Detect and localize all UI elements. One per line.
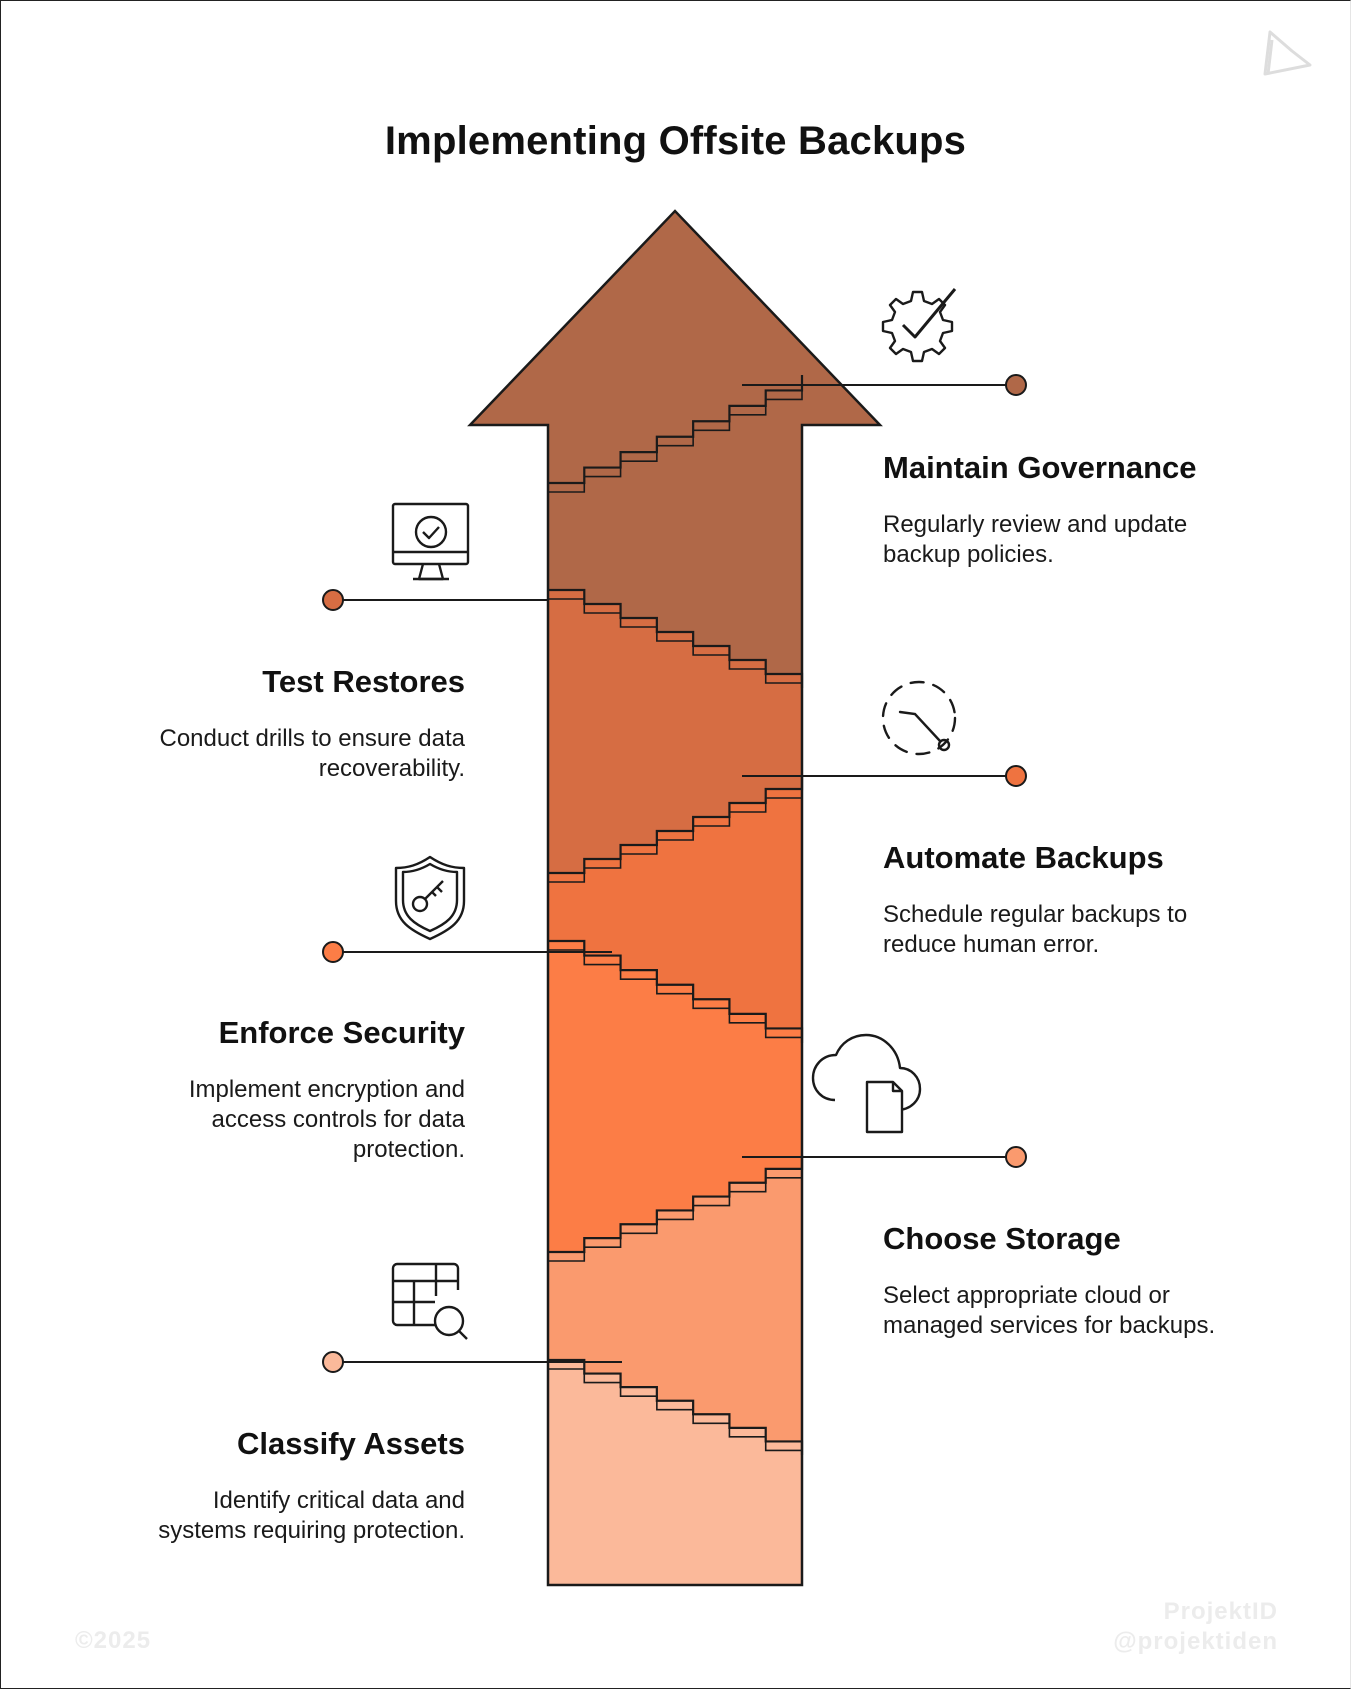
copyright-watermark: ©2025 <box>75 1627 152 1654</box>
step-description: Identify critical data and systems requiring protection. <box>158 1487 465 1544</box>
step-heading: Choose Storage <box>883 1221 1121 1256</box>
step-description: Schedule regular backups to reduce human error. <box>883 901 1188 958</box>
monitor-check-icon <box>393 504 468 579</box>
shield-key-icon <box>396 857 464 939</box>
step-heading: Automate Backups <box>883 840 1164 875</box>
dashed-clock-icon <box>883 682 955 754</box>
step-heading: Maintain Governance <box>883 450 1197 485</box>
step-choose-storage <box>883 1221 1273 1341</box>
step-description: Select appropriate cloud or managed services for backups. <box>883 1282 1216 1339</box>
gear-check-icon <box>883 289 955 361</box>
step-heading: Classify Assets <box>236 1426 465 1461</box>
step-description: Implement encryption and access controls for data protection. <box>188 1076 465 1163</box>
step-description: Regularly review and update backup policies. <box>883 511 1188 568</box>
sailboat-logo-icon <box>1265 32 1310 74</box>
step-heading: Test Restores <box>262 664 465 699</box>
connector-dot-step-1 <box>323 1352 343 1372</box>
connector-dot-step-6 <box>1006 375 1026 395</box>
step-heading: Enforce Security <box>218 1015 465 1050</box>
arrow-band-6 <box>470 211 880 688</box>
step-maintain-governance <box>883 450 1273 570</box>
connector-dot-step-5 <box>323 590 343 610</box>
step-test-restores <box>75 664 465 784</box>
connector-dot-step-3 <box>323 942 343 962</box>
brand-watermark: ProjektID <box>1163 1598 1278 1625</box>
step-automate-backups <box>883 840 1273 960</box>
step-enforce-security <box>75 1015 465 1165</box>
step-description: Conduct drills to ensure data recoverability. <box>159 725 465 782</box>
handle-watermark: @projektiden <box>1113 1628 1278 1655</box>
table-search-icon <box>393 1264 467 1339</box>
step-classify-assets <box>75 1426 465 1546</box>
page-title: Implementing Offsite Backups <box>384 118 967 163</box>
connector-dot-step-2 <box>1006 1147 1026 1167</box>
connector-dot-step-4 <box>1006 766 1026 786</box>
cloud-file-icon <box>813 1035 920 1132</box>
